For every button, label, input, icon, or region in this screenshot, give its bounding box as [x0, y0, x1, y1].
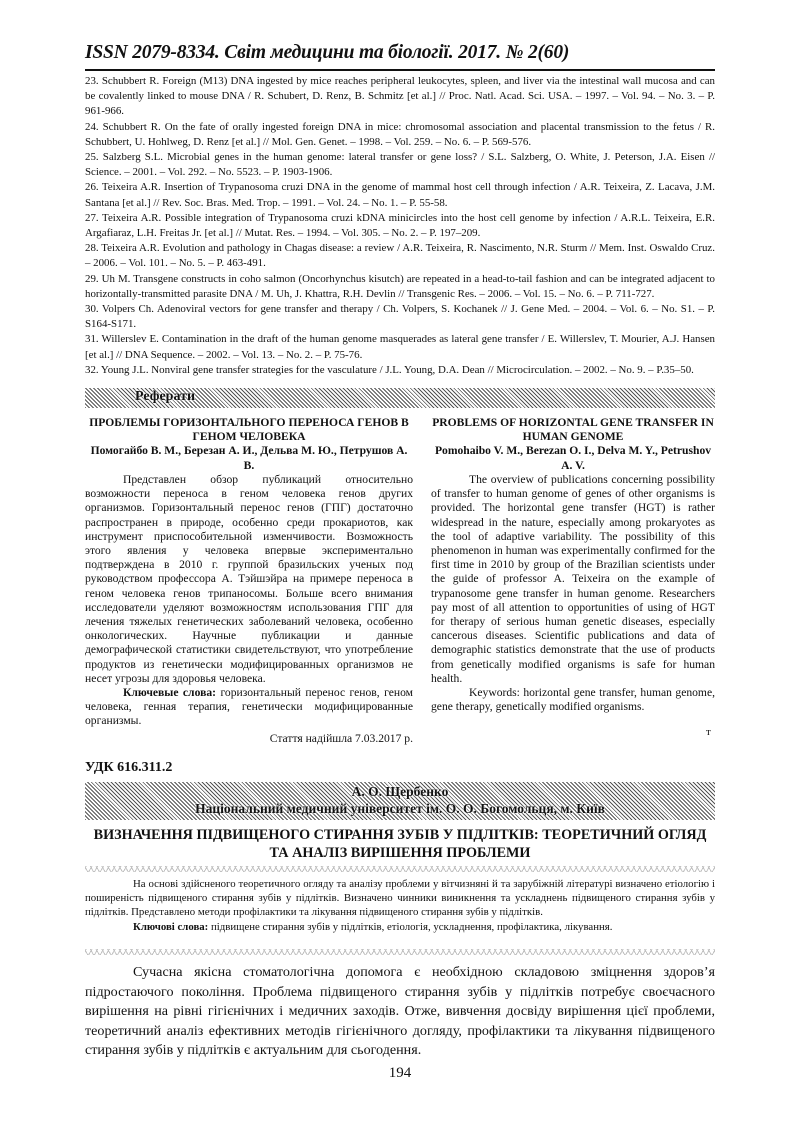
article-author: А. О. Щербенко	[351, 784, 449, 799]
reference-item: 28. Teixeira A.R. Evolution and pathology in Chagas disease: a review / A.R. Teixeira, R. Nascimento, N.R. Sturm // Mem. Inst. Oswaldo Cruz. – 2006. – Vol. 101. – No. 5. – P. 463-491.	[85, 242, 715, 270]
abstract-english	[431, 416, 715, 714]
summary-text: На основі здійсненого теоретичного огляду та аналізу проблеми у вітчизняні й та зарубіжній літературі визначено етіологію і поширеність підвищеного стирання зубів у підлітків. Визначено чинники виникнення та ускладнень підвищеного стирання зубів у підлітків. Представлено методи профілактики та лікування підвищеного стирання зубів у підлітків.	[85, 878, 715, 918]
reference-item: 25. Salzberg S.L. Microbial genes in the human genome: lateral transfer or gene loss? / S.L. Salzberg, O. White, J. Peterson, J.A. Eisen // Science. – 2001. – Vol. 292. – No. 5523. – P. 1903-1906.	[85, 151, 715, 179]
author-bar	[85, 782, 715, 820]
running-header: ISSN 2079-8334. Світ медицини та біології. 2017. № 2(60)	[85, 42, 570, 63]
header-rule	[85, 69, 715, 71]
abstracts-section-bar	[85, 388, 715, 408]
reference-item: 23. Schubbert R. Foreign (M13) DNA ingested by mice reaches peripheral leukocytes, spleen, and liver via the intestinal wall mucosa and can be covalently linked to mouse DNA / R. Schubert, D. Renz, B. Schmitz [et al.] // Proc. Natl. Acad. Sci. USA. – 1997. – Vol. 94. – No. 3. – P. 961-966.	[85, 75, 715, 118]
abstracts-section-label: Реферати	[135, 389, 196, 404]
reference-item: 24. Schubbert R. On the fate of orally ingested foreign DNA in mice: chromosomal association and placental transmission to the fetus / R. Schubbert, U. Hohlweg, D. Renz [et al.] // Mol. Gen. Genet. – 1998. – Vol. 259. – No. 6. – P. 569-576.	[85, 120, 715, 148]
abstract-authors-ru: Помогайбо В. М., Березан А. И., Дельва М. Ю., Петрушов А. В.	[90, 444, 408, 472]
summary-divider-bottom	[85, 949, 715, 955]
article-title: ВИЗНАЧЕННЯ ПІДВИЩЕНОГО СТИРАННЯ ЗУБІВ У ПІДЛІТКІВ: ТЕОРЕТИЧНИЙ ОГЛЯД ТА АНАЛІЗ ВИРІШЕННЯ ПРОБЛЕМИ	[93, 827, 707, 861]
abstract-authors-en: Pomohaibo V. M., Berezan O. I., Delva M. Y., Petrushov A. V.	[434, 444, 712, 472]
keywords-text-ua: підвищене стирання зубів у підлітків, етіологія, ускладнення, профілактика, лікування.	[208, 921, 613, 933]
abstract-keywords-ru	[85, 686, 413, 729]
abstract-russian	[85, 416, 413, 746]
summary-keywords	[85, 920, 715, 934]
abstract-keywords-en: Keywords: horizontal gene transfer, human genome, gene therapy, genetically modified organisms.	[431, 686, 715, 714]
stray-mark: т	[706, 726, 711, 738]
reference-item: 26. Teixeira A.R. Insertion of Trypanosoma cruzi DNA in the genome of mammal host cell through infection / A.R. Teixeira, Z. Lacava, J.M. Santana [et al.] // Rev. Soc. Bras. Med. Trop. – 1991. – Vol. 24. – No. 1. – P. 55-58.	[85, 181, 715, 209]
abstract-body-en: The overview of publications concerning possibility of transfer to human genome of genes of other organisms is provided. The horizontal gene transfer (HGT) is rather widespread in the nature, especially among prokaryotes as the tool of adaptive variability. The possibility of this phenomenon in human was experimentally confirmed for the first time in 2010 by group of the Brazilian scientists under the guide of professor A. Teixeira on the example of trypanosome gene transfer in human genome. Researchers pay most of all attention to opportunities of using of HGT for therapy of serious human genetic diseases, especially cancerous diseases. Scientific publications and data of demographic statistics demonstrate that the use of products from genetically modified organisms is safe for human health.	[431, 473, 715, 685]
article-body	[85, 963, 715, 1061]
abstract-title-en: PROBLEMS OF HORIZONTAL GENE TRANSFER IN HUMAN GENOME	[432, 416, 714, 443]
reference-item: 31. Willerslev E. Contamination in the draft of the human genome masquerades as lateral gene transfer / E. Willerslev, T. Mourier, A.J. Hansen [et al.] // DNA Sequence. – 2002. – Vol. 13. – No. 2. – P. 75-76.	[85, 333, 715, 361]
reference-item: 29. Uh M. Transgene constructs in coho salmon (Oncorhynchus kisutch) are repeated in a head-to-tail fashion and can be integrated adjacent to horizontally-transmitted parasite DNA / M. Uh, J. Khattra, R.H. Devlin // Transgenic Res. – 2006. – Vol. 15. – No. 6. – P. 711-727.	[85, 272, 715, 300]
udk-code: УДК 616.311.2	[85, 760, 173, 775]
abstract-body-ru: Представлен обзор публикаций относительно возможности переноса в геном человека генов других организмов. Горизонтальный перенос генов (ГПГ) достаточно распространен в природе, особенно среди прокариотов, как инструмент приспособительной изменчивости. Возможность этого явления у человека впервые экспериментально подтверждена в 2010 г. группой бразильских ученых под руководством профессора А. Тэйшэйра на примере переноса в геном человека генов трипаносомы. Больше всего внимания исследователи уделяют возможностям использования ГПГ для лечения тяжелых генетических заболеваний человека, особенно онкологических. Научные публикации и данные демографической статистики свидетельствуют, что употребление продуктов из генетически модифицированных организмов не несет угрозы для здоровья человека.	[85, 473, 413, 685]
keywords-label-ru: Ключевые слова:	[123, 686, 216, 700]
page-number: 194	[388, 1065, 412, 1081]
keywords-text-ru: горизонтальный перенос генов, геном человека, генная терапия, генетически модифицированные организмы.	[85, 686, 413, 728]
reference-item: 32. Young J.L. Nonviral gene transfer strategies for the vasculature / J.L. Young, D.A. Dean // Microcirculation. – 2002. – No. 9. – P.35–50.	[85, 363, 694, 376]
body-paragraph: Сучасна якісна стоматологічна допомога є необхідною складовою зміцнення здоров’я підростаючого покоління. Проблема підвищеного стирання зубів у підлітків потребує своєчасного вирішення на рівні гігієнічних і медичних заходів. Отже, вивчення досвіду вирішення цієї проблеми, теоретичний аналіз ефективних методів гігієнічного догляду, профілактики та лікування підвищеного стирання зубів у підлітків є актуальним для сьогодення.	[85, 964, 715, 1058]
article-affiliation: Національний медичний університет ім. О. О. Богомольця, м. Київ	[195, 801, 605, 816]
reference-item: 27. Teixeira A.R. Possible integration of Trypanosoma cruzi kDNA minicircles into the host cell genome by infection / A.R.L. Teixeira, E.R. Argafiaraz, L.H. Freitas Jr. [et al.] // Mutat. Res. – 1994. – Vol. 305. – No. 2. – P. 197–209.	[85, 211, 715, 240]
abstract-title-ru: ПРОБЛЕМЫ ГОРИЗОНТАЛЬНОГО ПЕРЕНОСА ГЕНОВ В ГЕНОМ ЧЕЛОВЕКА	[89, 416, 409, 443]
reference-list	[85, 74, 715, 378]
received-date: Стаття надійшла 7.03.2017 р.	[269, 731, 413, 745]
keywords-label-ua: Ключові слова:	[133, 921, 209, 933]
reference-item: 30. Volpers Ch. Adenoviral vectors for gene transfer and therapy / Ch. Volpers, S. Kochanek // J. Gene Med. – 2004. – Vol. 6. – No. S1. – P. S164-S171.	[85, 303, 715, 331]
summary-divider-top	[85, 866, 715, 872]
article-summary	[85, 877, 715, 934]
